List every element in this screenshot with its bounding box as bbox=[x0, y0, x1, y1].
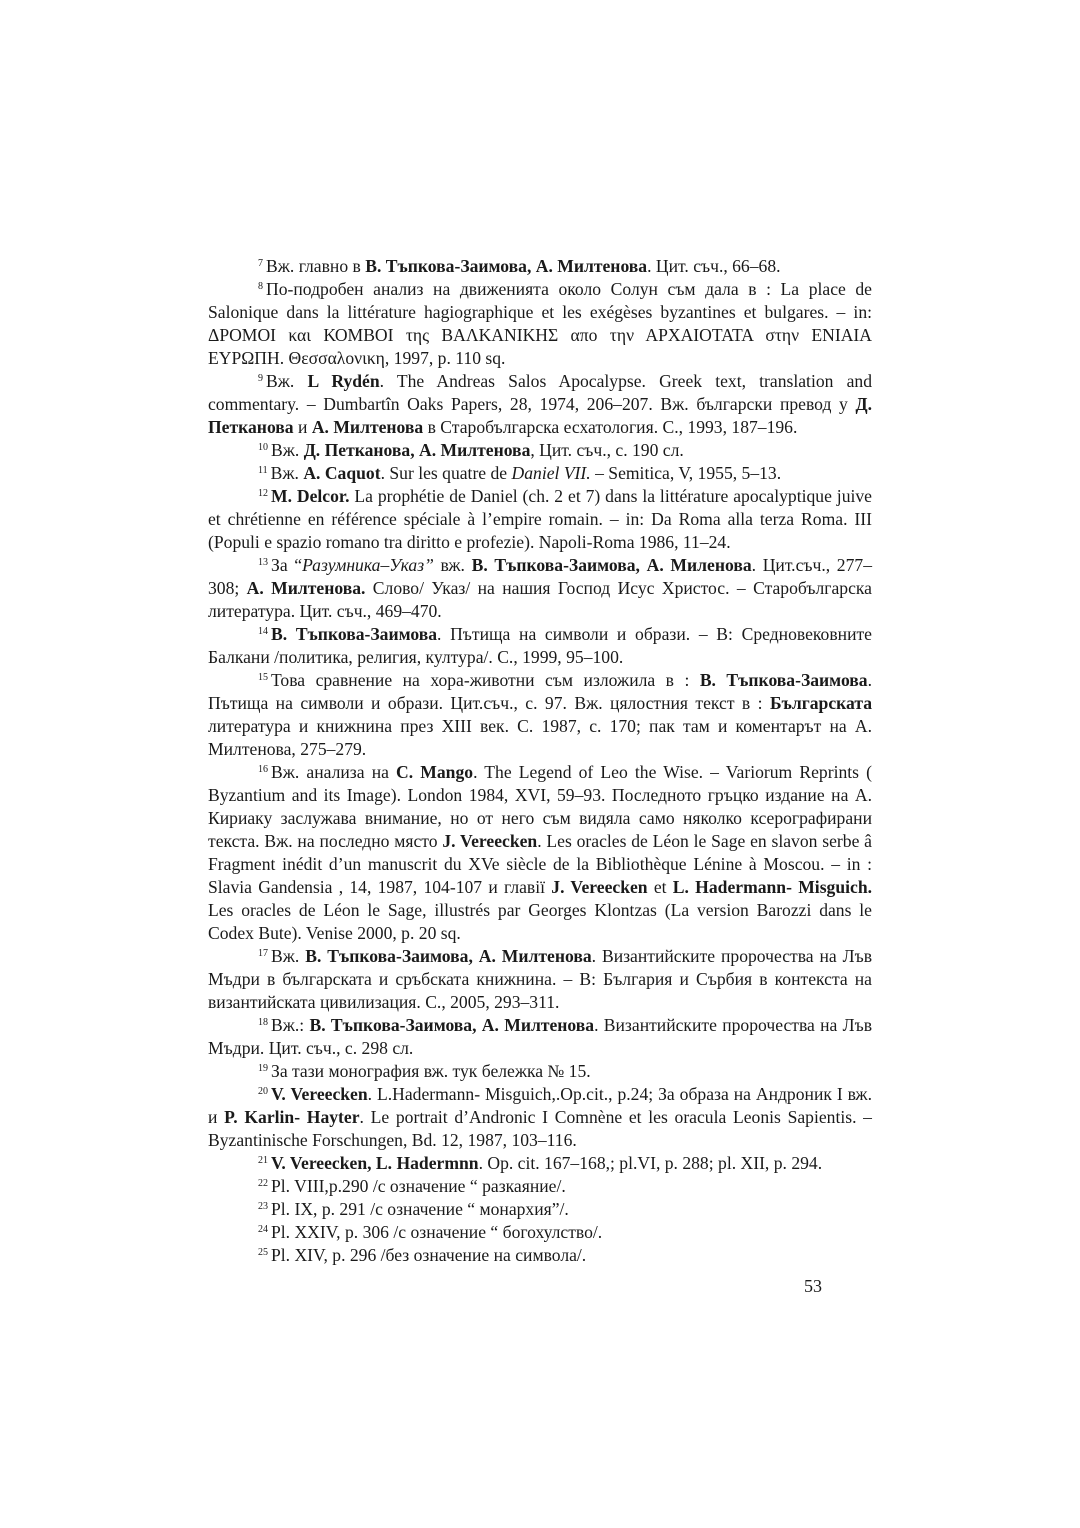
footnote-text: . Le portrait d’Andronic I Comnène et les oracula Leonis Sapientis. – Byzantinische Forschungen, Bd. 12, 1987, 103–116. bbox=[208, 1107, 872, 1150]
bold-text: L Rydén bbox=[307, 371, 380, 391]
footnote-number: 7 bbox=[258, 258, 263, 269]
footnote-text: . Sur les quatre de bbox=[380, 463, 512, 483]
footnote-text: . Цит. съч., 66–68. bbox=[647, 256, 781, 276]
footnote bbox=[208, 945, 872, 1014]
footnote bbox=[208, 462, 872, 485]
footnote-number: 24 bbox=[258, 1224, 268, 1235]
bold-text: В. Тъпкова-Заимова bbox=[271, 624, 437, 644]
footnote-number: 17 bbox=[258, 948, 268, 959]
footnote-text: – Semitica, V, 1955, 5–13. bbox=[590, 463, 782, 483]
footnote-text: Les oracles de Léon le Sage, illustrés par Georges Klontzas (La version Barozzi dans le Codex Bute). Venise 2000, p. 20 sq. bbox=[208, 900, 872, 943]
footnote-text: . Пътища на символи и образи. Цит.съч., с. 97. Вж. цялостния текст в : bbox=[208, 670, 873, 713]
footnote bbox=[208, 1083, 872, 1152]
footnote-number: 14 bbox=[258, 626, 268, 637]
footnote-text: Pl. XIV, p. 296 /без означение на символа/. bbox=[271, 1245, 587, 1265]
footnote-text: , Цит. съч., с. 190 сл. bbox=[530, 440, 684, 460]
footnote bbox=[208, 370, 872, 439]
bold-text: M. Delcor. bbox=[271, 486, 350, 506]
footnote-text: Pl. XXIV, p. 306 /с означение “ богохулство/. bbox=[271, 1222, 603, 1242]
page-number: 53 bbox=[804, 1276, 822, 1296]
footnote bbox=[208, 1014, 872, 1060]
footnote bbox=[208, 1060, 872, 1083]
footnote-text: вж. bbox=[433, 555, 472, 575]
footnote-text: За “ bbox=[271, 555, 303, 575]
footnote-text: . Les oracles de Léon le Sage en slavon serbe â Fragment inédit d’un manuscrit du XVe siècle de la Bibliothèque Lénine à Moscou. – in : Slavia Gandensia , 14, 1987, 104-107 и главії bbox=[208, 831, 872, 897]
bold-text: V. Vereecken, L. Hadermnn bbox=[271, 1153, 479, 1173]
footnote-number: 16 bbox=[258, 764, 268, 775]
footnote-text: . Византийските пророчества на Лъв Мъдри. Цит. съч., с. 298 сл. bbox=[208, 1015, 872, 1058]
footnote-text: Вж. bbox=[270, 463, 304, 483]
footnote bbox=[208, 623, 872, 669]
footnote-text: . Op. cit. 167–168,; pl.VI, p. 288; pl. XII, p. 294. bbox=[478, 1153, 823, 1173]
footnote-number: 20 bbox=[258, 1086, 268, 1097]
footnote-number: 11 bbox=[258, 465, 268, 476]
footnote bbox=[208, 1175, 872, 1198]
footnote-text: По-подробен анализ на движенията около Солун съм дала в : La place de Salonique dans la littérature hagiographique et les exégèses byzantines et bulgares. – in: ΔΡΟΜΟΙ και ΚΟΜΒΟΙ της ΒΑΛΚΑΝΙΚΗΣ απο την ΑΡΧΑΙΟΤΑΤΑ στην ΕΝΙΑΙΑ ΕΥΡΩΠΗ. Θεσσαλονικη, 1997, p. 110 sq. bbox=[208, 279, 872, 368]
footnote-number: 12 bbox=[258, 488, 268, 499]
footnote-text: Вж. анализа на bbox=[271, 762, 397, 782]
bold-text: J. Vereecken bbox=[442, 831, 538, 851]
footnote-text: Вж. главно в bbox=[266, 256, 366, 276]
footnote-text: . L.Hadermann- Misguich,.Op.cit., p.24; За образа на Андроник I вж. и bbox=[208, 1084, 872, 1127]
bold-text: В. Тъпкова-Заимова bbox=[699, 670, 868, 690]
italic-text: Daniel VII. bbox=[511, 463, 591, 483]
footnote bbox=[208, 1198, 872, 1221]
footnote-text: Слово/ Указ/ на нашия Господ Исус Христос. – Старобългарска литература. Цит. съч., 469–470. bbox=[208, 578, 872, 621]
footnote-number: 10 bbox=[258, 442, 268, 453]
footnote-number: 18 bbox=[258, 1017, 268, 1028]
footnote-text: и bbox=[293, 417, 312, 437]
bold-text: В. Тъпкова-Заимова, А. Милтенова bbox=[365, 256, 648, 276]
footnote-text: Pl. VIII,p.290 /с означение “ разкаяние/. bbox=[271, 1176, 566, 1196]
footnote bbox=[208, 1221, 872, 1244]
footnote-text: . Византийските пророчества на Лъв Мъдри в българската и сръбската книжнина. – В: България и Сърбия в контекста на византийската цивилизация. С., 2005, 293–311. bbox=[208, 946, 872, 1012]
footnote bbox=[208, 255, 872, 278]
bold-text: Българската bbox=[769, 693, 872, 713]
footnote-text: Вж. bbox=[266, 371, 308, 391]
footnote-text: Това сравнение на хора-животни съм изложила в : bbox=[271, 670, 700, 690]
bold-text: В. Тъпкова-Заимова, А. Миленова bbox=[471, 555, 752, 575]
footnote-text: La prophétie de Daniel (ch. 2 et 7) dans la littérature apocalyptique juive et chrétienne en référence spéciale à l’empire romain. – in: Da Roma alla terza Roma. III (Populi e spazio romano tra diritto e profezie). Napoli-Roma 1986, 11–24. bbox=[208, 486, 872, 552]
footnote-number: 8 bbox=[258, 281, 263, 292]
footnote bbox=[208, 669, 872, 761]
footnote-number: 23 bbox=[258, 1201, 268, 1212]
footnote-text: . Пътища на символи и образи. – В: Средновековните Балкани /политика, религия, култура/. С., 1999, 95–100. bbox=[208, 624, 872, 667]
footnote-text: в Старобългарска есхатология. С., 1993, 187–196. bbox=[423, 417, 798, 437]
bold-text: В. Тъпкова-Заимова, А. Милтенова bbox=[305, 946, 592, 966]
bold-text: А. Милтенова bbox=[311, 417, 424, 437]
bold-text: P. Karlin- Hayter bbox=[224, 1107, 360, 1127]
footnote-number: 22 bbox=[258, 1178, 268, 1189]
footnote-number: 21 bbox=[258, 1155, 268, 1166]
bold-text: Д. Петканова, А. Милтенова bbox=[303, 440, 531, 460]
footnote-number: 25 bbox=[258, 1247, 268, 1258]
bold-text: C. Mango bbox=[396, 762, 474, 782]
footnote bbox=[208, 439, 872, 462]
footnotes-block bbox=[208, 255, 872, 1267]
footnote-number: 19 bbox=[258, 1063, 268, 1074]
bold-text: В. Тъпкова-Заимова, А. Милтенова bbox=[309, 1015, 595, 1035]
bold-text: A. Caquot bbox=[303, 463, 381, 483]
footnote-text: За тази монография вж. тук бележка № 15. bbox=[271, 1061, 591, 1081]
footnote-text: Вж. bbox=[271, 946, 306, 966]
footnote-text: Вж. bbox=[271, 440, 304, 460]
footnote bbox=[208, 1244, 872, 1267]
italic-text: Разумника–Указ” bbox=[302, 555, 434, 575]
footnote-number: 9 bbox=[258, 373, 263, 384]
footnote-text: . Цит.съч., 277–308; bbox=[208, 555, 872, 598]
footnote-text: Pl. IX, p. 291 /с означение “ монархия”/. bbox=[271, 1199, 569, 1219]
footnote-number: 15 bbox=[258, 672, 268, 683]
footnote-text: . The Legend of Leo the Wise. – Variorum Reprints ( Byzantium and its Image). London 1984, XVI, 59–93. Последното гръцко издание на А. Кириаку заслужава внимание, но от него съм видяла само няколко ксерографирани текста. Вж. на последно място bbox=[208, 762, 872, 851]
footnote-text: Вж.: bbox=[271, 1015, 310, 1035]
bold-text: А. Милтенова. bbox=[246, 578, 366, 598]
bold-text: V. Vereecken bbox=[271, 1084, 368, 1104]
bold-text: Д. Петканова bbox=[208, 394, 872, 437]
footnote-text: et bbox=[647, 877, 673, 897]
footnote bbox=[208, 554, 872, 623]
footnote-text: . The Andreas Salos Apocalypse. Greek text, translation and commentary. – Dumbartîn Oaks Papers, 28, 1974, 206–207. Вж. български превод у bbox=[208, 371, 872, 414]
footnote bbox=[208, 761, 872, 945]
bold-text: L. Hadermann- Misguich. bbox=[672, 877, 872, 897]
footnote bbox=[208, 278, 872, 370]
footnote bbox=[208, 1152, 872, 1175]
footnote-text: литература и книжнина през XIII век. С. 1987, с. 170; пак там и коментарът на А. Милтенова, 275–279. bbox=[208, 716, 872, 759]
footnote-number: 13 bbox=[258, 557, 268, 568]
footnote bbox=[208, 485, 872, 554]
bold-text: J. Vereecken bbox=[551, 877, 648, 897]
